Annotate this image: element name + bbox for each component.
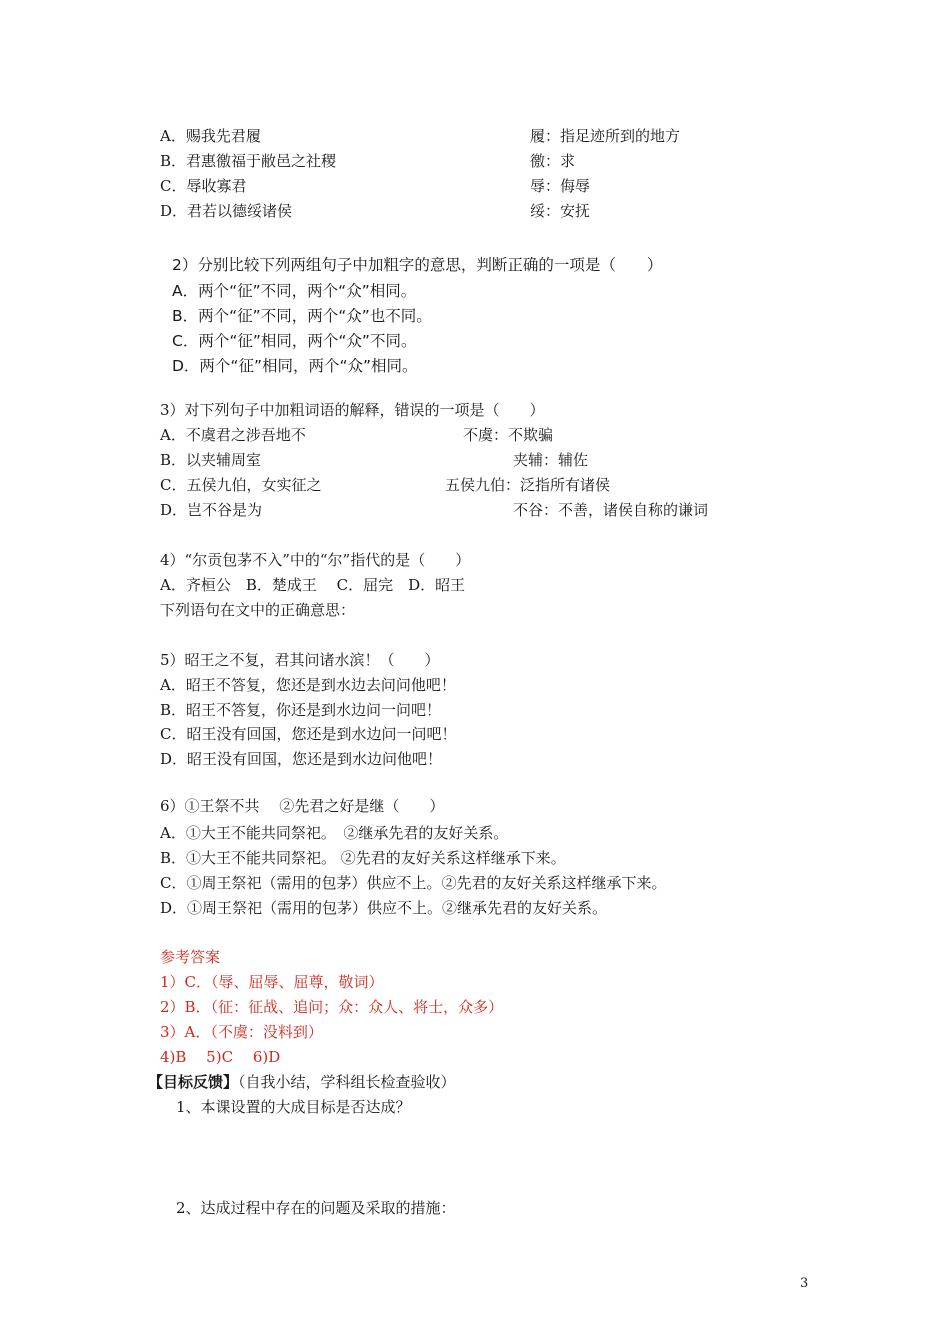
q6-option-a: A．①大王不能共同祭祀。 ②继承先君的友好关系。: [160, 824, 509, 842]
q2-option-c: C．两个“征”相同，两个“众”不同。: [172, 332, 417, 350]
q3-option-a: A．不虞君之涉吾地不: [160, 426, 306, 444]
q1-gloss-d: 绥：安抚: [530, 202, 591, 220]
feedback-row: [148, 1072, 456, 1092]
answer-line-2: 2）B．（征：征战、追问；众：众人、将士，众多）: [160, 998, 504, 1016]
q6-option-d: D．①周王祭祀（需用的包茅）供应不上。②继承先君的友好关系。: [160, 899, 608, 917]
q1-option-a: A．赐我先君履: [160, 127, 261, 145]
q3-gloss-c: 五侯九伯：泛指所有诸侯: [445, 476, 611, 494]
answer-line-1: 1）C．（辱、屈辱、屈尊，敬词）: [160, 973, 384, 991]
q2-option-a: A．两个“征”不同，两个“众”相同。: [172, 282, 417, 300]
feedback-item-2: 2、达成过程中存在的问题及采取的措施：: [176, 1199, 456, 1217]
answer-line-3: 3）A．（不虞：没料到）: [160, 1023, 323, 1041]
q1-option-d: D．君若以德绥诸侯: [160, 202, 293, 220]
feedback-note: （自我小结，学科组长检查验收）: [238, 1073, 456, 1091]
q4-stem: 4）“尔贡包茅不入”中的“尔”指代的是（ ）: [160, 551, 471, 569]
q1-gloss-c: 辱：侮辱: [530, 177, 591, 195]
q1-option-b: B．君惠徼福于敝邑之社稷: [160, 152, 337, 170]
q5-option-c: C．昭王没有回国，您还是到水边问一问吧！: [160, 725, 457, 743]
q3-gloss-b: 夹辅：辅佐: [513, 451, 589, 469]
q5-option-a: A．昭王不答复，您还是到水边去问问他吧！: [160, 676, 456, 694]
answer-line-4: 4)B 5)C 6)D: [160, 1048, 281, 1066]
q2-stem: 2）分别比较下列两组句子中加粗字的意思，判断正确的一项是（ ）: [172, 256, 663, 274]
q2-option-d: D．两个“征”相同，两个“众”相同。: [172, 357, 418, 375]
feedback-item-1: 1、本课设置的大成目标是否达成？: [176, 1098, 411, 1116]
q1-gloss-a: 履：指足迹所到的地方: [530, 127, 681, 145]
q4-instruction: 下列语句在文中的正确意思：: [160, 601, 356, 619]
q3-option-d: D．岂不谷是为: [160, 501, 263, 519]
q3-option-b: B．以夹辅周室: [160, 451, 262, 469]
page-number: 3: [800, 1276, 809, 1291]
q6-option-c: C．①周王祭祀（需用的包茅）供应不上。②先君的友好关系这样继承下来。: [160, 874, 667, 892]
q2-option-b: B．两个“征”不同，两个“众”也不同。: [172, 307, 432, 325]
q6-option-b: B．①大王不能共同祭祀。 ②先君的友好关系这样继承下来。: [160, 849, 566, 867]
answers-title: 参考答案: [160, 948, 221, 966]
q5-option-b: B．昭王不答复，你还是到水边问一问吧！: [160, 701, 442, 719]
q5-option-d: D．昭王没有回国，您还是到水边问他吧！: [160, 750, 443, 768]
q6-stem: 6）①王祭不共 ②先君之好是继（ ）: [160, 797, 445, 815]
q1-option-c: C．辱收寡君: [160, 177, 247, 195]
q3-option-c: C．五侯九伯，女实征之: [160, 476, 322, 494]
q3-stem: 3）对下列句子中加粗词语的解释，错误的一项是（ ）: [160, 401, 545, 419]
q3-gloss-a: 不虞：不欺骗: [463, 426, 554, 444]
q1-gloss-b: 徼：求: [530, 152, 576, 170]
q5-stem: 5）昭王之不复，君其问诸水滨！（ ）: [160, 651, 440, 669]
q4-options: A．齐桓公 B．楚成王 C．屈完 D．昭王: [160, 576, 466, 594]
q3-gloss-d: 不谷：不善，诸侯自称的谦词: [513, 501, 709, 519]
feedback-heading: 【目标反馈】: [148, 1073, 239, 1091]
